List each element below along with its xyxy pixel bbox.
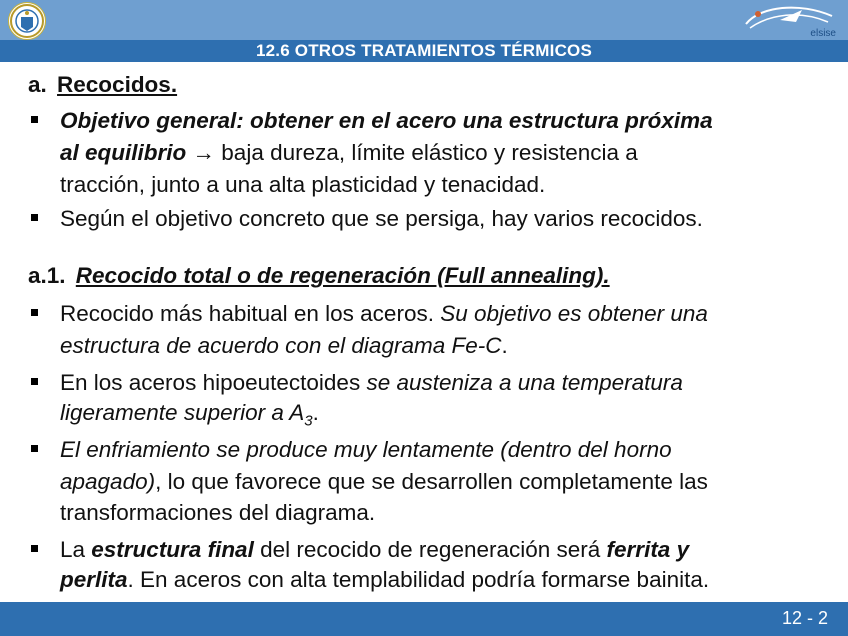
a1-b3-line-3: transformaciones del diagrama. [60,500,376,525]
bullet-marker [31,545,38,552]
a1-b4-text-a: La [60,537,92,562]
a1-b1-italic: Su objetivo es obtener una [440,301,708,326]
elsise-logo-text: elsise [810,28,836,39]
section-a1-heading [28,262,610,289]
a1-b2-end: . [312,400,319,425]
a1-b1-line-1 [60,300,708,327]
a1-b1-end: . [501,333,508,358]
a1-b4-line-1 [60,536,689,563]
section-a-heading [28,71,177,98]
elsise-logo [740,2,840,40]
section-a1-label: a.1. [28,263,66,288]
objective-equilibrium: al equilibrio [60,140,187,165]
bullet-marker [31,116,38,123]
objective-line-2 [60,139,638,166]
a1-b4-final-structure: estructura final [91,537,254,562]
arrow-symbol: → [186,140,222,165]
a1-b2-italic-2: ligeramente superior a A [60,400,305,425]
a1-b2-plain: En los aceros hipoeutectoides [60,370,367,395]
section-a-label: a. [28,72,47,97]
objective-properties: baja dureza, límite elástico y resistencia a [221,140,638,165]
objective-line-3: tracción, junto a una alta plasticidad y tenacidad. [60,172,546,197]
a1-b4-line-2 [60,566,709,593]
a1-b1-plain: Recocido más habitual en los aceros. [60,301,441,326]
page-number: 12 - 2 [781,608,828,628]
bullet-marker [31,378,38,385]
section-a1-title: Recocido total o de regeneración (Full annealing). [75,263,610,288]
bullet-marker [31,214,38,221]
a1-b4-text-b: del recocido de regeneración será [253,537,607,562]
a3-subscript: 3 [304,412,313,430]
a1-b2-line-1 [60,369,683,396]
footer-bar [0,602,848,636]
a1-b1-line-2 [60,332,508,359]
a1-b3-line-2 [60,468,708,495]
a1-b4-rest: . En aceros con alta templabilidad podría formarse bainita. [127,567,710,592]
a1-b3-line-1: El enfriamiento se produce muy lentamente (dentro del horno [60,437,672,462]
a1-b4-pearlite: perlita [60,567,128,592]
a1-b2-italic: se austeniza a una temperatura [366,370,683,395]
header-band [0,0,848,40]
slide-title: 12.6 OTROS TRATAMIENTOS TÉRMICOS [255,41,593,60]
variety-line: Según el objetivo concreto que se persiga, hay varios recocidos. [60,206,703,231]
bullet-marker [31,309,38,316]
bullet-marker [31,445,38,452]
university-crest-logo [8,2,46,40]
section-a-title: Recocidos. [57,72,178,97]
a1-b2-line-2 [60,399,319,435]
a1-b3-italic: apagado) [60,469,156,494]
objective-line-1: Objetivo general: obtener en el acero una estructura próxima [60,108,713,133]
a1-b1-italic-2: estructura de acuerdo con el diagrama Fe-C [60,333,502,358]
a1-b3-rest: , lo que favorece que se desarrollen completamente las [155,469,708,494]
a1-b4-ferrite: ferrita y [606,537,690,562]
